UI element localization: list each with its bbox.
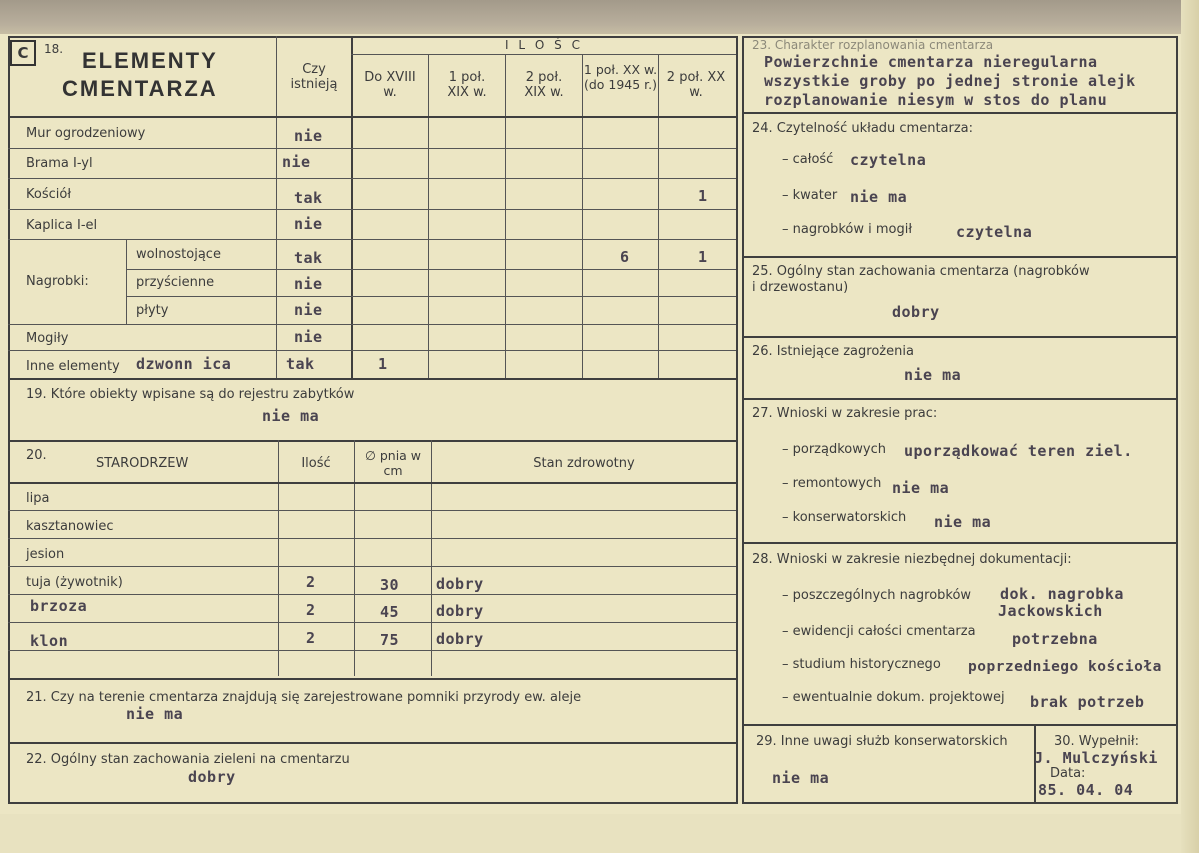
- nagrobki-label: Nagrobki:: [26, 274, 89, 289]
- element-exists: tak: [286, 355, 315, 373]
- q26-label: 26. Istniejące zagrożenia: [752, 344, 914, 359]
- element-exists: tak: [294, 249, 323, 267]
- tree-diam: 30: [380, 576, 400, 594]
- q27-item-label: – konserwatorskich: [782, 510, 907, 525]
- col-2pol-xx: 2 poł. XX w.: [666, 70, 726, 100]
- q22-answer: dobry: [188, 768, 236, 786]
- q23-line: Powierzchnie cmentarza nieregularna: [764, 53, 1098, 71]
- q24-item-label: – kwater: [782, 188, 838, 203]
- element-exists: tak: [294, 189, 323, 207]
- element-label: przyścienne: [136, 275, 215, 290]
- col-czy-istnieja: Czy istnieją: [290, 62, 338, 92]
- q25-label: 25. Ogólny stan zachowania cmentarza (nagrobków: [752, 264, 1090, 279]
- q24-item-label: – nagrobków i mogił: [782, 222, 913, 237]
- q27-item-label: – porządkowych: [782, 442, 886, 457]
- q21-label: 21. Czy na terenie cmentarza znajdują się zarejestrowane pomniki przyrody ew. aleje: [26, 690, 582, 705]
- element-label: Kościół: [26, 187, 72, 202]
- q20-number: 20.: [26, 448, 47, 463]
- q22-label: 22. Ogólny stan zachowania zieleni na cmentarzu: [26, 752, 350, 767]
- q27-label: 27. Wnioski w zakresie prac:: [752, 406, 938, 421]
- record-card: [0, 34, 1190, 814]
- q28-item-answer: brak potrzeb: [1030, 693, 1145, 711]
- section-title-2: CMENTARZA: [62, 76, 218, 101]
- q24-item-answer: czytelna: [956, 223, 1033, 241]
- col-1pol-xix: 1 poł. XIX w.: [447, 70, 487, 100]
- q19-answer: nie ma: [262, 407, 320, 425]
- tree-name: brzoza: [30, 597, 88, 615]
- tree-name: klon: [30, 632, 69, 650]
- q28-item-label: – ewidencji całości cmentarza: [782, 624, 976, 639]
- q20-title: STARODRZEW: [96, 456, 189, 471]
- tree-name: kasztanowiec: [26, 519, 114, 534]
- q29-label: 29. Inne uwagi służb konserwatorskich: [756, 734, 1008, 749]
- tree-count: 2: [306, 601, 316, 619]
- element-label: Kaplica I-el: [26, 218, 98, 233]
- tree-name: jesion: [26, 547, 65, 562]
- q28-item-label: – studium historycznego: [782, 657, 941, 672]
- q28-item-label: – ewentualnie dokum. projektowej: [782, 690, 1005, 705]
- q28-item-answer-2: Jackowskich: [998, 602, 1103, 620]
- tree-diam: 75: [380, 631, 400, 649]
- q27-item-answer: uporządkować teren ziel.: [904, 442, 1133, 460]
- q21-answer: nie ma: [126, 705, 184, 723]
- element-label: płyty: [136, 303, 169, 318]
- q25-label-2: i drzewostanu): [752, 280, 849, 295]
- element-2pol-xx: 1: [698, 187, 708, 205]
- q20-col-ilosc: Ilość: [301, 456, 331, 471]
- element-exists: nie: [294, 328, 323, 346]
- q28-label: 28. Wnioski w zakresie niezbędnej dokumentacji:: [752, 552, 1072, 567]
- q20-col-stan: Stan zdrowotny: [533, 456, 635, 471]
- q30-date-label: Data:: [1050, 766, 1086, 781]
- element-label: Mur ogrodzeniowy: [26, 126, 146, 141]
- element-exists: nie: [294, 301, 323, 319]
- q23-label: 23. Charakter rozplanowania cmentarza: [752, 38, 994, 52]
- q19-label: 19. Które obiekty wpisane są do rejestru zabytków: [26, 387, 355, 402]
- q29-answer: nie ma: [772, 769, 830, 787]
- tree-count: 2: [306, 629, 316, 647]
- q26-answer: nie ma: [904, 366, 962, 384]
- tree-state: dobry: [436, 602, 484, 620]
- element-label: Inne elementy: [26, 359, 120, 374]
- q27-item-answer: nie ma: [892, 479, 950, 497]
- tree-state: dobry: [436, 630, 484, 648]
- element-2pol-xx: 1: [698, 248, 708, 266]
- section-letter: C: [10, 40, 36, 66]
- q24-item-answer: czytelna: [850, 151, 927, 169]
- q20-col-pnia: ∅ pnia w cm: [364, 448, 422, 478]
- element-exists: nie: [294, 127, 323, 145]
- element-exists: nie: [294, 275, 323, 293]
- card-edge: [1181, 0, 1199, 853]
- q27-item-label: – remontowych: [782, 476, 882, 491]
- section-number: 18.: [44, 42, 64, 56]
- q28-item-label: – poszczególnych nagrobków: [782, 588, 972, 603]
- q23-line: wszystkie groby po jednej stronie alejk: [764, 72, 1136, 90]
- element-do-xviii: 1: [378, 355, 388, 373]
- col-1pol-xx: 1 poł. XX w. (do 1945 r.): [583, 62, 658, 92]
- tree-state: dobry: [436, 575, 484, 593]
- tree-diam: 45: [380, 603, 400, 621]
- q30-date: 85. 04. 04: [1038, 781, 1134, 799]
- tree-name: tuja (żywotnik): [26, 575, 123, 590]
- element-exists: nie: [282, 153, 311, 171]
- element-label: wolnostojące: [136, 247, 221, 262]
- element-extra: dzwonn ica: [136, 355, 232, 373]
- q28-item-answer: potrzebna: [1012, 630, 1098, 648]
- q25-answer: dobry: [892, 303, 940, 321]
- element-exists: nie: [294, 215, 323, 233]
- section-title-1: ELEMENTY: [82, 48, 218, 73]
- col-2pol-xix: 2 poł. XIX w.: [524, 70, 564, 100]
- element-1pol-xx: 6: [620, 248, 630, 266]
- element-label: Brama I-yl: [26, 156, 93, 171]
- tree-count: 2: [306, 573, 316, 591]
- element-label: Mogiły: [26, 331, 69, 346]
- tree-name: lipa: [26, 491, 50, 506]
- q30-name: J. Mulczyński: [1034, 749, 1158, 767]
- q24-item-answer: nie ma: [850, 188, 908, 206]
- q28-item-answer: poprzedniego kościoła: [968, 659, 1162, 675]
- q28-item-answer: dok. nagrobka: [1000, 585, 1124, 603]
- col-do-xviii: Do XVIII w.: [364, 70, 416, 100]
- q24-label: 24. Czytelność układu cmentarza:: [752, 121, 974, 136]
- q30-label: 30. Wypełnił:: [1054, 734, 1139, 749]
- col-ilosc: I L O Ś C: [505, 38, 583, 52]
- q27-item-answer: nie ma: [934, 513, 992, 531]
- q24-item-label: – całość: [782, 152, 834, 167]
- q23-line: rozplanowanie niesym w stos do planu: [764, 91, 1108, 109]
